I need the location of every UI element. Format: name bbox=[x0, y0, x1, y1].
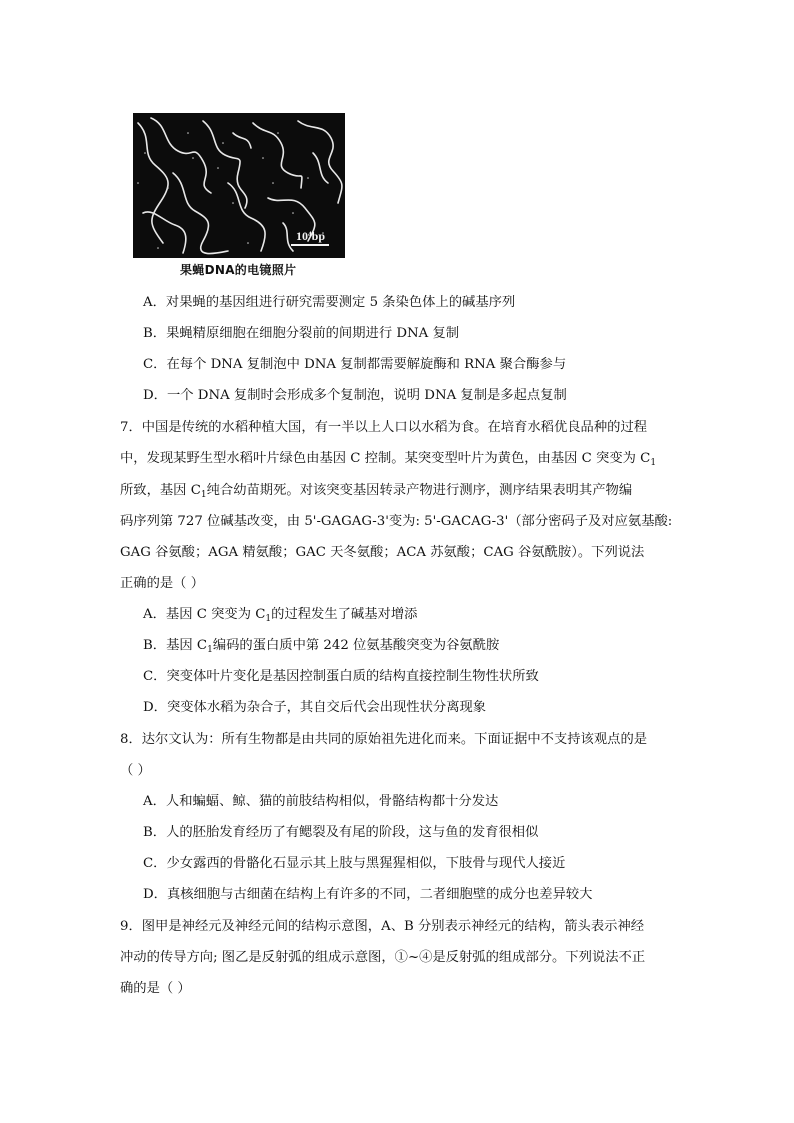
dna-micrograph bbox=[133, 113, 345, 258]
q8-option-d: D．真核细胞与古细菌在结构上有许多的不同，二者细胞壁的成分也差异较大 bbox=[143, 887, 593, 902]
q7-stem-line: 7．中国是传统的水稻种植大国，有一半以上人口以水稻为食。在培育水稻优良品种的过程 bbox=[120, 420, 648, 435]
scale-bar bbox=[291, 244, 329, 246]
q8-option-c: C．少女露西的骨骼化石显示其上肢与黑猩猩相似，下肢骨与现代人接近 bbox=[143, 856, 566, 871]
q6-option-b: B．果蝇精原细胞在细胞分裂前的间期进行 DNA 复制 bbox=[143, 326, 460, 341]
q7-option-c: C．突变体叶片变化是基因控制蛋白质的结构直接控制生物性状所致 bbox=[143, 669, 539, 684]
q7-stem-line: 所致，基因 $C_1$纯合幼苗期死。对该突变基因转录产物进行测序，测序结果表明其产物编 bbox=[120, 483, 633, 500]
q7-stem-line: 码序列第 727 位碱基改变，由 5'-GAGAG-3'变为: 5'-GACAG-3'（部分密码子及对应氨基酸: bbox=[120, 514, 673, 529]
q9-stem-line: 确的是（ ） bbox=[120, 981, 191, 996]
q7-option-b: B．基因 $C_1$编码的蛋白质中第 242 位氨基酸突变为谷氨酰胺 bbox=[143, 638, 500, 655]
q6-option-a: A．对果蝇的基因组进行研究需要测定 5 条染色体上的碱基序列 bbox=[143, 295, 516, 310]
q8-option-a: A．人和蝙蝠、鲸、猫的前肢结构相似，骨骼结构都十分发达 bbox=[143, 794, 499, 809]
scale-label: 10⁴bp bbox=[296, 229, 325, 243]
q8-option-b: B．人的胚胎发育经历了有鳃裂及有尾的阶段，这与鱼的发育很相似 bbox=[143, 825, 539, 840]
q9-stem-line: 冲动的传导方向; 图乙是反射弧的组成示意图，①~④是反射弧的组成部分。下列说法不正 bbox=[120, 950, 646, 965]
q7-option-d: D．突变体水稻为杂合子，其自交后代会出现性状分离现象 bbox=[143, 700, 487, 715]
q7-option-a: A．基因 C 突变为 $C_1$的过程发生了碱基对增添 bbox=[143, 607, 418, 624]
q7-stem-line: 中，发现某野生型水稻叶片绿色由基因 C 控制。某突变型叶片为黄色，由基因 C 突变为 $C_1$ bbox=[120, 451, 657, 468]
q9-stem-line: 9．图甲是神经元及神经元间的结构示意图，A、B 分别表示神经元的结构，箭头表示神经 bbox=[120, 919, 645, 934]
q6-option-d: D．一个 DNA 复制时会形成多个复制泡，说明 DNA 复制是多起点复制 bbox=[143, 388, 567, 403]
q7-stem-line: 正确的是（ ） bbox=[120, 576, 205, 591]
q7-stem-line: GAG 谷氨酸；AGA 精氨酸；GAC 天冬氨酸；ACA 苏氨酸；CAG 谷氨酰胺）。下列说法 bbox=[120, 545, 645, 560]
q6-option-c: C．在每个 DNA 复制泡中 DNA 复制都需要解旋酶和 RNA 聚合酶参与 bbox=[143, 357, 567, 372]
q8-stem-line: （ ） bbox=[120, 763, 151, 778]
figure-caption: 果蝇DNA的电镜照片 bbox=[180, 263, 297, 277]
q8-stem-line: 8．达尔文认为：所有生物都是由共同的原始祖先进化而来。下面证据中不支持该观点的是 bbox=[120, 732, 648, 747]
